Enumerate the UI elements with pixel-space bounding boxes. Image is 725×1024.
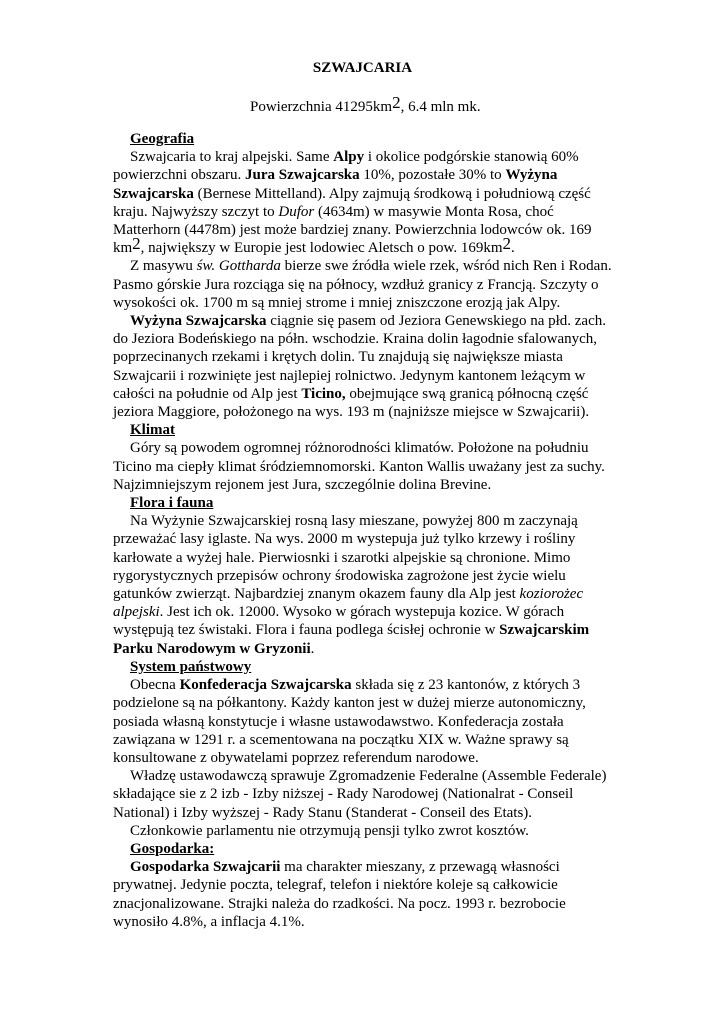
area-population-line — [250, 93, 481, 116]
population-text: , 6.4 mln mk. — [400, 99, 481, 115]
paragraph-flora-1: Na Wyżynie Szwajcarskiej rosną lasy mieszane, powyżej 800 m zaczynają przeważać lasy iglaste. Na wys. 2000 m wystepuja już tylko krzewy i rośliny karłowate a wyżej hale. Pierwiosnki i szarotki alpejskie są chronione. Mimo rygorystycznych przepisów ochrony środowiska zagrożone jest życie wielu gatunków zwierząt. Najbardziej znanym okazem fauny dla Alp jest koziorożec alpejski. Jest ich ok. 12000. Wysoko w górach wystepuja kozice. W górach występują tez świstaki. Flora i fauna podlega ścisłej ochronie w Szwajcarskim Parku Narodowym w Gryzonii. — [113, 513, 590, 657]
paragraph-system-2: Władzę ustawodawczą sprawuje Zgromadzenie Federalne (Assemble Federale) składające sie z 2 izb - Izby niższej - Rady Narodowej (Nationalrat - Conseil National) i Izby wyższej - Rady Stanu (Standerat - Conseil des Etats). — [113, 768, 607, 821]
paragraph-geografia-2: Z masywu św. Gottharda bierze swe źródła wiele rzek, wśród nich Ren i Rodan. Pasmo górskie Jura rozciąga się na północy, wzdłuż granicy z Francją. Szczyty o wysokości ok. 1700 m są mniej strome i mniej zniszczone erozją jak Alpy. — [113, 258, 612, 311]
paragraph-geografia-3: Wyżyna Szwajcarska ciągnie się pasem od Jeziora Genewskiego na płd. zach. do Jeziora Bodeńskiego na półn. wschodzie. Kraina dolin łagodnie sfalowanych, poprzecinanych rzekami i krętych dolin. Tu znajdują się największe miasta Szwajcarii i rozwinięte jest najlepiej rolnictwo. Jedynym kantonem leżącym w całości na południe od Alp jest Ticino, obejmujące swą granicą północną część jeziora Maggiore, położonego na wys. 193 m (najniższe miejsce w Szwajcarii). — [113, 313, 606, 421]
area-text: Powierzchnia 41295km — [250, 99, 393, 115]
paragraph-klimat-1: Góry są powodem ogromnej różnorodności klimatów. Położone na południu Ticino ma ciepły klimat śródziemnomorski. Kanton Wallis uważany jest za suchy. Najzimniejszym rejonem jest Jura, szczególnie dolina Brevine. — [113, 440, 605, 493]
paragraph-gospodarka-1: Gospodarka Szwajcarii ma charakter mieszany, z przewagą własności prywatnej. Jedynie poczta, telegraf, telefon i niektóre koleje są całkowicie znacjonalizowane. Strajki należa do rzadkości. Na pocz. 1993 r. bezrobocie wynosiło 4.8%, a inflacja 4.1%. — [113, 859, 566, 930]
heading-klimat: Klimat — [130, 422, 175, 439]
area-superscript: 2 — [392, 93, 401, 112]
document-title: SZWAJCARIA — [312, 60, 413, 76]
heading-flora-fauna: Flora i fauna — [130, 495, 214, 512]
paragraph-system-1: Obecna Konfederacja Szwajcarska składa się z 23 kantonów, z których 3 podzielone są na półkantony. Każdy kanton jest w dużej mierze autonomiczny, posiada własną konstytucje i własne ustawodawstwo. Konfederacja została zawiązana w 1291 r. a scementowana na początku XIX w. Ważne sprawy są konsultowane z obywatelami poprzez referendum narodowe. — [113, 677, 586, 766]
paragraph-geografia-1: Szwajcaria to kraj alpejski. Same Alpy i okolice podgórskie stanowią 60% powierzchni obszaru. Jura Szwajcarska 10%, pozostałe 30% to Wyżyna Szwajcarska (Bernese Mittelland). Alpy zajmują środkową i południową część kraju. Najwyższy szczyt to Dufor (4634m) w masywie Monta Rosa, choć Matterhorn (4478m) jest może bardziej znany. Powierzchnia lodowców ok. 169 $km^2$, największy w Europie jest lodowiec Aletsch o pow. $169km^2$. — [113, 149, 592, 257]
paragraph-system-3: Członkowie parlamentu nie otrzymują pensji tylko zwrot kosztów. — [130, 822, 529, 839]
heading-gospodarka: Gospodarka: — [130, 840, 215, 857]
heading-geografia: Geografia — [130, 131, 195, 147]
heading-system-panstwowy: System państwowy — [130, 658, 252, 675]
document-body — [113, 130, 613, 931]
